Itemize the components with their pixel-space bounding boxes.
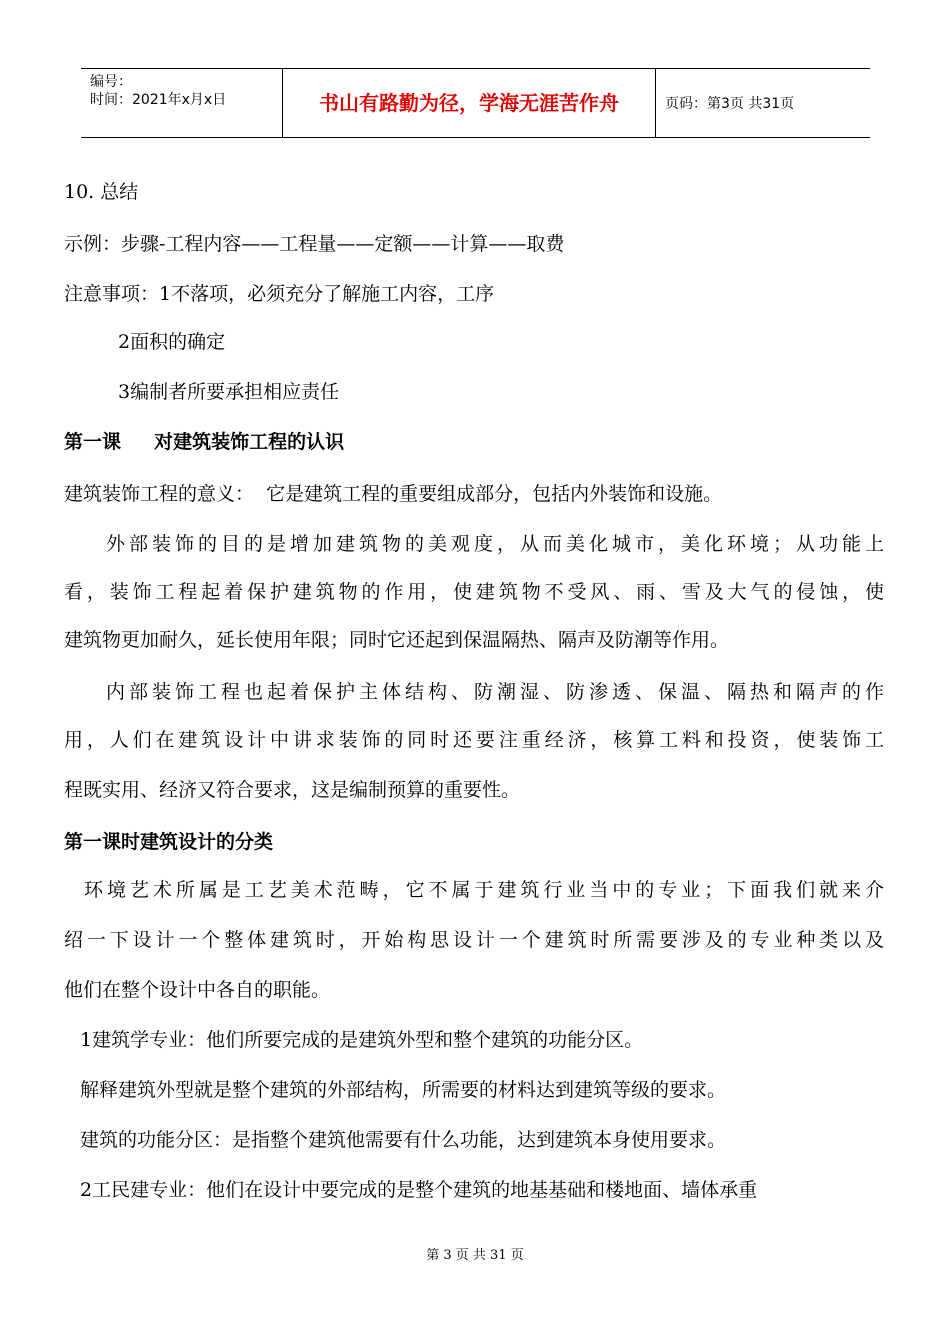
notes-line-1: 注意事项：1不落项，必须充分了解施工内容，工序 xyxy=(64,283,495,305)
page-header xyxy=(81,68,870,138)
paragraph-environment-line-2: 绍一下设计一个整体建筑时，开始构思设计一个建筑时所需要涉及的专业种类以及 xyxy=(64,929,884,951)
paragraph-interior-line-2: 用，人们在建筑设计中讲求装饰的同时还要注重经济，核算工料和投资，使装饰工 xyxy=(64,729,884,751)
paragraph-exterior-line-2: 看，装饰工程起着保护建筑物的作用，使建筑物不受风、雨、雪及大气的侵蚀，使 xyxy=(64,581,884,603)
exterior-explanation-line: 解释建筑外型就是整个建筑的外部结构，所需要的材料达到建筑等级的要求。 xyxy=(80,1079,727,1101)
notes-line-3: 3编制者所要承担相应责任 xyxy=(118,381,340,403)
paragraph-interior-line-1: 内部装饰工程也起着保护主体结构、防潮湿、防渗透、保温、隔热和隔声的作 xyxy=(106,681,884,703)
paragraph-exterior-line-1: 外部装饰的目的是增加建筑物的美观度，从而美化城市，美化环境；从功能上 xyxy=(106,533,884,555)
paragraph-meaning: 建筑装饰工程的意义： 它是建筑工程的重要组成部分，包括内外装饰和设施。 xyxy=(64,483,723,505)
civil-engineering-line: 2工民建专业：他们在设计中要完成的是整个建筑的地基基础和楼地面、墙体承重 xyxy=(80,1179,758,1201)
function-zoning-line: 建筑的功能分区：是指整个建筑他需要有什么功能，达到建筑本身使用要求。 xyxy=(80,1129,727,1151)
page-info: 页码：第3页 共31页 xyxy=(665,96,795,112)
serial-number-label: 编号： xyxy=(90,74,132,90)
motto: 书山有路勤为径，学海无涯苦作舟 xyxy=(319,91,619,115)
paragraph-exterior-line-3: 建筑物更加耐久，延长使用年限；同时它还起到保温隔热、隔声及防潮等作用。 xyxy=(64,629,730,651)
example-line: 示例：步骤-工程内容——工程量——定额——计算——取费 xyxy=(64,233,565,255)
paragraph-environment-line-3: 他们在整个设计中各自的职能。 xyxy=(64,979,331,1001)
paragraph-interior-line-3: 程既实用、经济又符合要求，这是编制预算的重要性。 xyxy=(64,779,521,801)
header-right-cell xyxy=(655,69,870,137)
summary-heading: 10. 总结 xyxy=(64,181,139,203)
notes-line-2: 2面积的确定 xyxy=(118,331,226,353)
header-left-cell xyxy=(81,69,281,137)
page-footer: 第 3 页 共 31 页 xyxy=(426,1248,524,1263)
lesson-one-heading: 第一课 对建筑装饰工程的认识 xyxy=(64,431,345,453)
date-line: 时间：2021年x月x日 xyxy=(90,92,227,108)
architecture-major-line: 1建筑学专业：他们所要完成的是建筑外型和整个建筑的功能分区。 xyxy=(80,1029,644,1051)
header-middle-cell xyxy=(282,69,656,137)
paragraph-environment-line-1: 环境艺术所属是工艺美术范畴，它不属于建筑行业当中的专业；下面我们就来介 xyxy=(84,879,884,901)
lesson-classification-heading: 第一课时建筑设计的分类 xyxy=(64,831,274,853)
